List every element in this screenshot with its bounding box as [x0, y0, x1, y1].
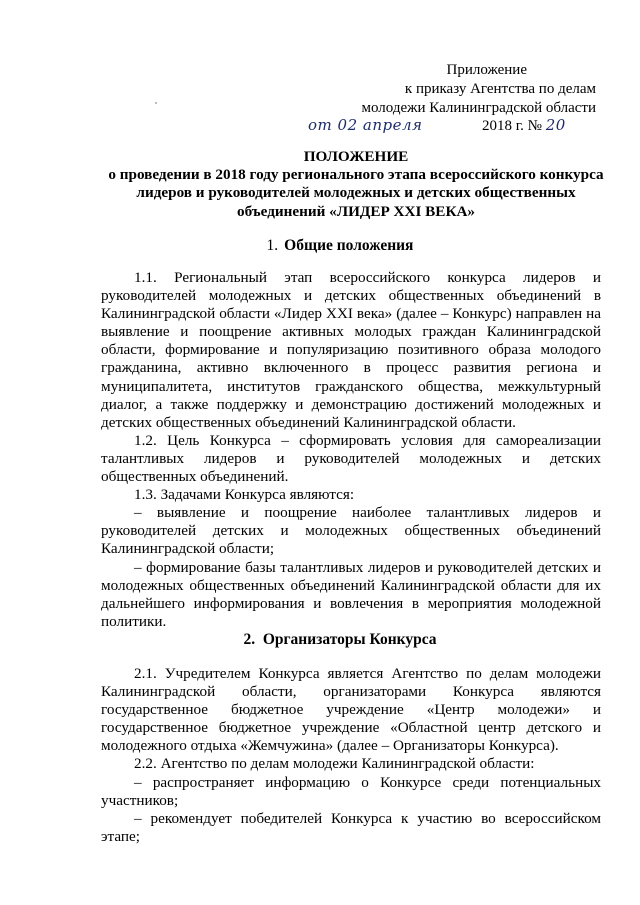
paragraph-1-2: 1.2. Цель Конкурса – сформировать условия для самореализации талантливых лидеров и руководителей молодежных и детских общественных объединений. — [101, 431, 601, 486]
section-1-title: Общие положения — [284, 237, 414, 254]
section-1-heading — [20, 237, 640, 255]
list-item-agency-1: – распространяет информацию о Конкурсе среди потенциальных участников; — [101, 773, 601, 809]
section-2-heading — [20, 631, 640, 649]
title-line-4: объединений «ЛИДЕР XXI ВЕКА» — [236, 202, 476, 220]
section-1-body — [101, 269, 601, 631]
order-date-line — [308, 115, 566, 136]
list-item-task-1: – выявление и поощрение наиболее талантливых лидеров и руководителей детских и молодежных общественных объединений Калининградской области; — [101, 504, 601, 558]
title-line-1: ПОЛОЖЕНИЕ — [303, 148, 409, 165]
title-line-3: лидеров и руководителей молодежных и детских общественных — [136, 184, 576, 202]
document-header — [0, 0, 640, 140]
section-2-body — [101, 665, 601, 846]
scan-speck — [155, 102, 157, 104]
document-title — [76, 148, 636, 221]
handwritten-date: от 02 апреля — [308, 116, 423, 134]
appendix-label: Приложение — [446, 62, 527, 78]
section-2-number: 2. — [243, 631, 256, 648]
section-1-number: 1. — [266, 237, 279, 254]
paragraph-2-2: 2.2. Агентство по делам молодежи Калининградской области: — [134, 755, 535, 773]
list-item-agency-2: – рекомендует победителей Конкурса к участию во всероссийском этапе; — [101, 809, 601, 845]
order-year: 2018 г. № — [481, 118, 542, 134]
order-reference-line1: к приказу Агентства по делам — [404, 81, 596, 97]
title-line-2: о проведении в 2018 году регионального этапа всероссийского конкурса — [108, 166, 604, 184]
list-item-task-2: – формирование базы талантливых лидеров и руководителей детских и молодежных общественных объединений Калининградской области для их дальнейшего информирования и вовлечения в мероприятия молодежной политики. — [101, 558, 601, 630]
paragraph-2-1: 2.1. Учредителем Конкурса является Агентство по делам молодежи Калининградской области, организаторами Конкурса являются государственное бюджетное учреждение «Центр молодежи» и государственное бюджетное учреждение «Областной центр детского и молодежного отдыха «Жемчужина» (далее – Организаторы Конкурса). — [101, 665, 601, 755]
section-2-title: Организаторы Конкурса — [262, 631, 437, 648]
paragraph-1-1: 1.1. Региональный этап всероссийского конкурса лидеров и руководителей молодежных и детских общественных объединений в Калининградской области «Лидер XXI века» (далее – Конкурс) направлен на выявление и поощрение активных молодых граждан Калининградской области, формирование и популяризацию позитивного образа молодого гражданина, активно включенного в процесс развития региона и муниципалитета, институтов гражданского общества, межкультурный диалог, а также поддержку и демонстрацию достижений молодежных и детских общественных объединений Калининградской области. — [101, 269, 601, 431]
handwritten-order-number: 20 — [545, 116, 566, 134]
paragraph-1-3: 1.3. Задачами Конкурса являются: — [134, 486, 355, 504]
order-reference-line2: молодежи Калининградской области — [361, 100, 596, 116]
